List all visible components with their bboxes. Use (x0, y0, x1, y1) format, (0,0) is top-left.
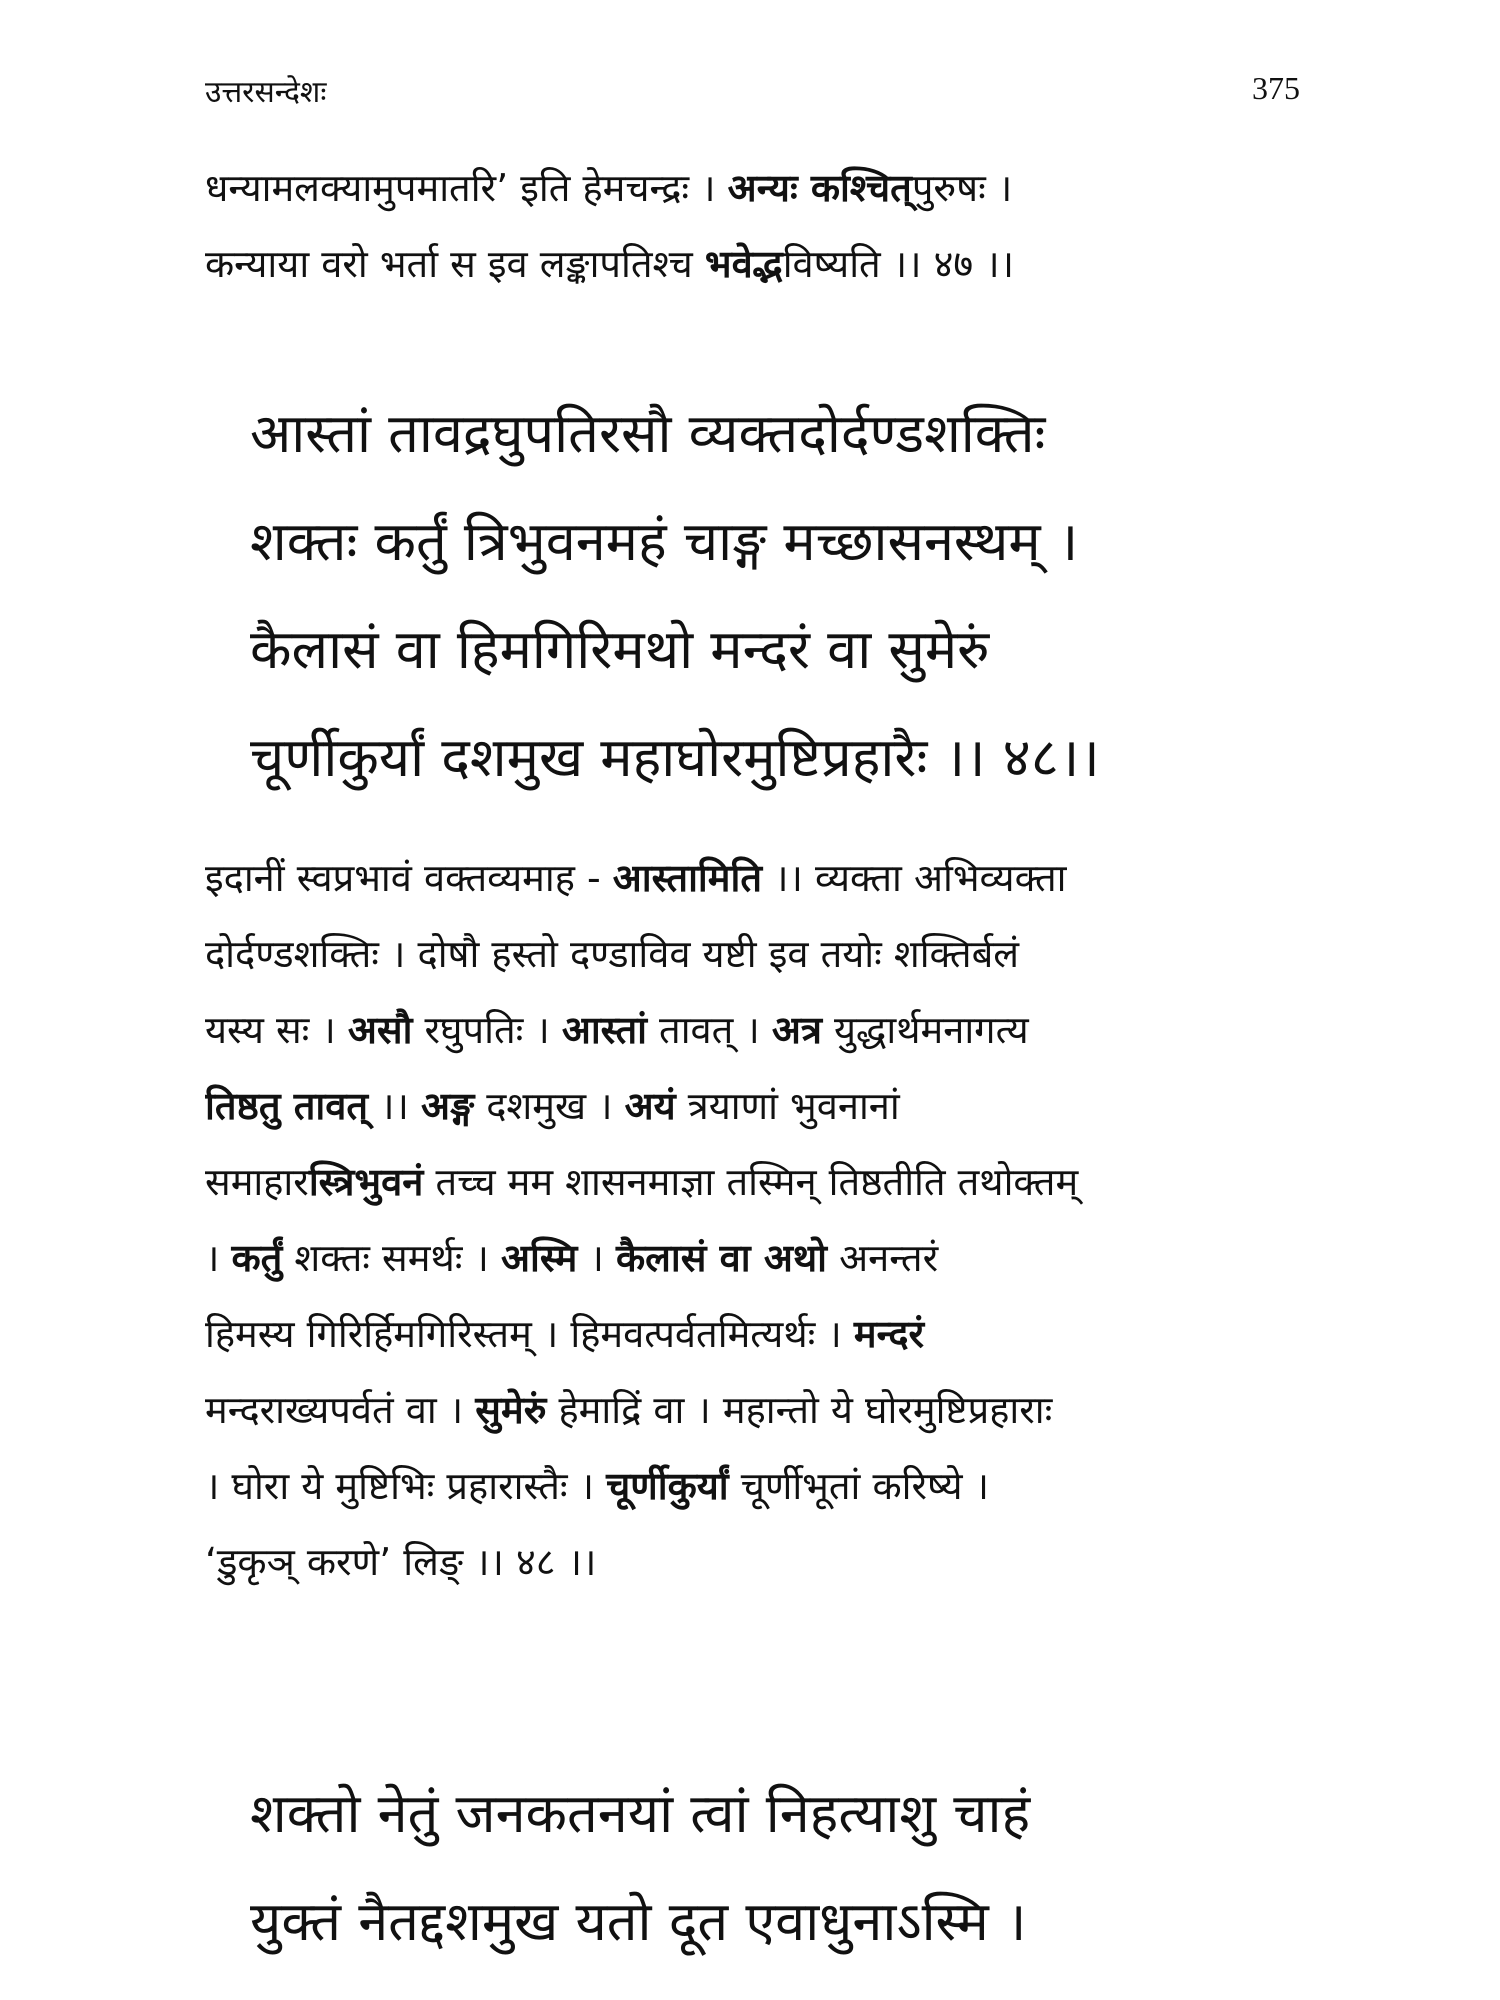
commentary-line: धन्यामलक्यामुपमातरि’ इति हेमचन्द्रः । अन्यः कश्चित्पुरुषः । (205, 166, 1013, 210)
verse-line: शक्तः कर्तुं त्रिभुवनमहं चाङ्ग मच्छासनस्थम् । (250, 510, 1079, 573)
commentary-line: मन्दराख्यपर्वतं वा । सुमेरुं हेमाद्रिं वा । महान्तो ये घोरमुष्टिप्रहाराः (205, 1388, 1053, 1432)
page-number: 375 (1252, 70, 1300, 106)
verse-line: आस्तां तावद्रघुपतिरसौ व्यक्तदोर्दण्डशक्तिः (250, 402, 1046, 465)
verse-48 (205, 380, 1305, 812)
commentary-line: कन्याया वरो भर्ता स इव लङ्कापतिश्च भवेद्भविष्यति ।। ४७ ।। (205, 242, 1015, 286)
commentary-line: इदानीं स्वप्रभावं वक्तव्यमाह - आस्तामिति ।। व्यक्ता अभिव्यक्ता (205, 856, 1067, 900)
verse-line: कैलासं वा हिमगिरिमथो मन्दरं वा सुमेरुं (250, 618, 990, 681)
commentary-verse-47 (205, 150, 1305, 302)
running-head: उत्तरसन्देशः (205, 75, 327, 110)
commentary-line: । घोरा ये मुष्टिभिः प्रहारास्तैः । चूर्णीकुर्यां चूर्णीभूतां करिष्ये । (205, 1464, 990, 1508)
commentary-line: हिमस्य गिरिर्हिमगिरिस्तम् । हिमवत्पर्वतमित्यर्थः । मन्दरं (205, 1312, 925, 1356)
commentary-line: दोर्दण्डशक्तिः । दोषौ हस्तो दण्डाविव यष्टी इव तयोः शक्तिर्बलं (205, 932, 1020, 976)
verse-49 (205, 1760, 1305, 1976)
commentary-line: तिष्ठतु तावत् ।। अङ्ग दशमुख । अयं त्रयाणां भुवनानां (205, 1084, 900, 1128)
commentary-line: यस्य सः । असौ रघुपतिः । आस्तां तावत् । अत्र युद्धार्थमनागत्य (205, 1008, 1029, 1052)
verse-line: शक्तो नेतुं जनकतनयां त्वां निहत्याशु चाहं (250, 1782, 1031, 1845)
verse-line: चूर्णीकुर्यां दशमुख महाघोरमुष्टिप्रहारैः ।। ४८।। (250, 726, 1100, 789)
commentary-line: ‘डुकृञ् करणे’ लिङ् ।। ४८ ।। (205, 1540, 597, 1584)
page-header (205, 70, 1300, 120)
commentary-line: समाहारस्त्रिभुवनं तच्च मम शासनमाज्ञा तस्मिन् तिष्ठतीति तथोक्तम् (205, 1160, 1079, 1204)
verse-line: युक्तं नैतद्दशमुख यतो दूत एवाधुनाऽस्मि । (250, 1890, 1027, 1953)
commentary-line: । कर्तुं शक्तः समर्थः । अस्मि । कैलासं वा अथो अनन्तरं (205, 1236, 939, 1280)
commentary-verse-48 (205, 840, 1305, 1600)
